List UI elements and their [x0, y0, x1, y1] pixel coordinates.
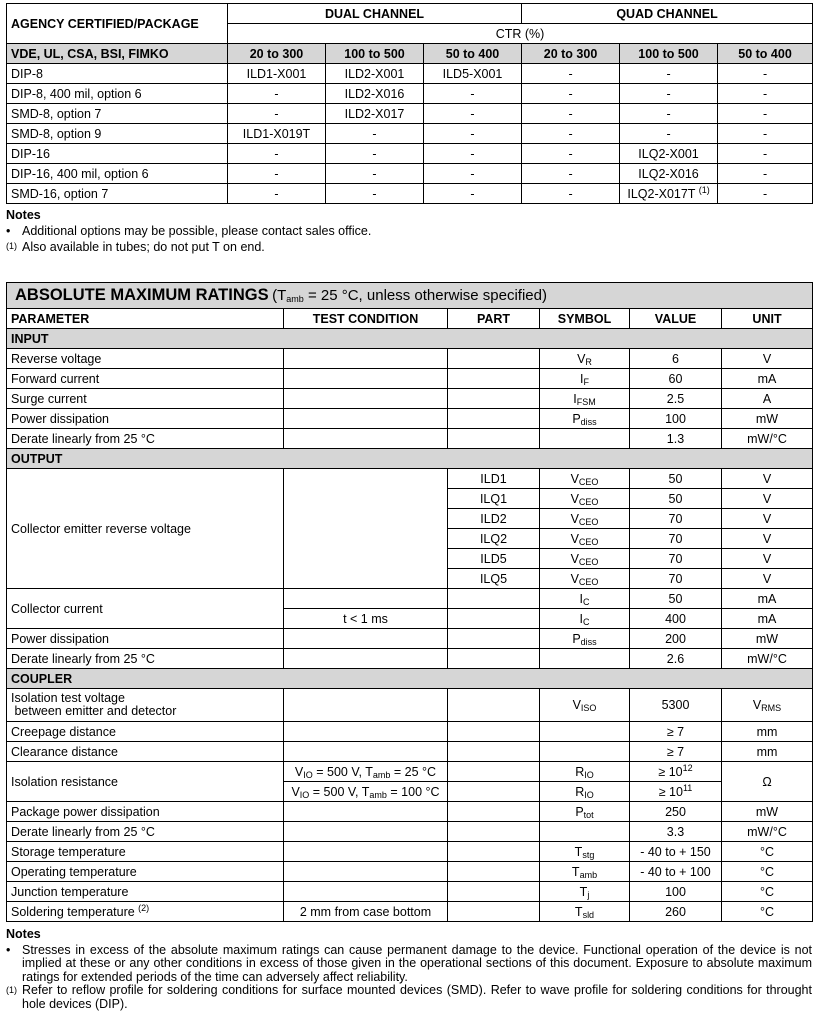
table-row — [7, 409, 813, 429]
notes-heading: Notes — [6, 208, 41, 222]
test-condition — [284, 722, 448, 742]
table-cell: - — [228, 144, 326, 164]
parameter: Derate linearly from 25 °C — [7, 429, 284, 449]
symbol: $P_{diss}$ — [540, 409, 630, 429]
table-row — [7, 722, 813, 742]
value: 400 — [630, 609, 722, 629]
parameter: Junction temperature — [7, 882, 284, 902]
table-cell: - — [718, 144, 813, 164]
value: 3.3 — [630, 822, 722, 842]
section-heading-output: OUTPUT — [7, 449, 813, 469]
column-header: UNIT — [722, 309, 813, 329]
part — [448, 882, 540, 902]
table-cell: ILD2-X017 — [326, 104, 424, 124]
symbol: $T_{stg}$ — [540, 842, 630, 862]
section-heading-input: INPUT — [7, 329, 813, 349]
test-condition — [284, 689, 448, 722]
value: 70 — [630, 569, 722, 589]
test-condition — [284, 802, 448, 822]
value: ≥ $10^{11}$ — [630, 782, 722, 802]
dual-channel-header: DUAL CHANNEL — [228, 4, 522, 24]
symbol: $T_{amb}$ — [540, 862, 630, 882]
part — [448, 822, 540, 842]
symbol: $R_{IO}$ — [540, 782, 630, 802]
test-condition: $V_{IO} = 500$ V, $T_{amb} = 25$ °C — [284, 762, 448, 782]
unit: V — [722, 549, 813, 569]
symbol — [540, 649, 630, 669]
unit: °C — [722, 902, 813, 922]
test-condition — [284, 409, 448, 429]
bullet: • — [6, 224, 11, 238]
table-row — [7, 802, 813, 822]
table-cell: - — [718, 184, 813, 204]
value: 50 — [630, 469, 722, 489]
part — [448, 722, 540, 742]
table-cell: - — [522, 84, 620, 104]
package-name: SMD-8, option 7 — [7, 104, 228, 124]
ratings-notes — [6, 928, 812, 1011]
symbol — [540, 742, 630, 762]
table-row — [7, 184, 813, 204]
part — [448, 802, 540, 822]
test-condition — [284, 842, 448, 862]
table-cell: ILD1-X001 — [228, 64, 326, 84]
parameter: Package power dissipation — [7, 802, 284, 822]
table-cell: - — [718, 64, 813, 84]
column-header: PART — [448, 309, 540, 329]
symbol: $V_{CEO}$ — [540, 549, 630, 569]
value: - 40 to + 100 — [630, 862, 722, 882]
table-row — [7, 164, 813, 184]
unit: A — [722, 389, 813, 409]
footnote-marker: (1) — [6, 985, 17, 995]
part — [448, 649, 540, 669]
table-cell: - — [522, 164, 620, 184]
note-item — [6, 223, 812, 239]
symbol: $I_F$ — [540, 369, 630, 389]
table-row — [7, 762, 813, 782]
unit: mA — [722, 589, 813, 609]
symbol: $V_R$ — [540, 349, 630, 369]
test-condition — [284, 389, 448, 409]
value: 2.5 — [630, 389, 722, 409]
note-text: Additional options may be possible, please contact sales office. — [22, 224, 372, 238]
footnote-marker: (1) — [698, 184, 710, 195]
test-condition — [284, 862, 448, 882]
ctr-range: 100 to 500 — [620, 44, 718, 64]
table-cell: - — [326, 184, 424, 204]
ctr-range: 50 to 400 — [718, 44, 813, 64]
standards-header: VDE, UL, CSA, BSI, FIMKO — [7, 44, 228, 64]
table-row — [7, 64, 813, 84]
quad-channel-header: QUAD CHANNEL — [522, 4, 813, 24]
note-item — [6, 944, 812, 985]
note-text: Refer to reflow profile for soldering conditions for surface mounted devices (SMD). Refer to wave profile for soldering conditions for throught hole devices (DIP). — [22, 983, 812, 1011]
part — [448, 842, 540, 862]
part: ILQ5 — [448, 569, 540, 589]
unit: mW/°C — [722, 649, 813, 669]
value: 250 — [630, 802, 722, 822]
unit: mW — [722, 409, 813, 429]
part — [448, 429, 540, 449]
unit: Ω — [722, 762, 813, 802]
table-cell: ILQ2-X001 — [620, 144, 718, 164]
table-row — [7, 689, 813, 722]
symbol: $I_C$ — [540, 609, 630, 629]
table-cell: ILD2-X001 — [326, 64, 424, 84]
table-cell: - — [522, 124, 620, 144]
symbol — [540, 822, 630, 842]
test-condition: t < 1 ms — [284, 609, 448, 629]
note-item — [6, 239, 812, 255]
table-cell: - — [424, 84, 522, 104]
symbol — [540, 722, 630, 742]
value: 50 — [630, 589, 722, 609]
parameter: Collector current — [7, 589, 284, 629]
section-title — [7, 283, 813, 309]
table-cell: - — [326, 124, 424, 144]
value: 70 — [630, 509, 722, 529]
title-condition: ($T_{amb} = 25$ °C, unless otherwise specified) — [272, 287, 547, 304]
part: ILQ1 — [448, 489, 540, 509]
bullet: • — [6, 942, 11, 957]
notes-heading: Notes — [6, 927, 41, 941]
table-row — [7, 104, 813, 124]
absolute-maximum-ratings-table — [6, 282, 813, 922]
symbol — [540, 429, 630, 449]
unit: °C — [722, 882, 813, 902]
value: 2.6 — [630, 649, 722, 669]
value: ≥ 7 — [630, 742, 722, 762]
test-condition — [284, 469, 448, 589]
part — [448, 689, 540, 722]
table-cell: - — [620, 104, 718, 124]
test-condition — [284, 429, 448, 449]
symbol: $V_{CEO}$ — [540, 569, 630, 589]
part-number: ILQ2-X017T — [627, 186, 696, 201]
table-row — [7, 629, 813, 649]
unit: V — [722, 569, 813, 589]
package-name: DIP-16 — [7, 144, 228, 164]
table-cell: ILD5-X001 — [424, 64, 522, 84]
table-row — [7, 589, 813, 609]
unit: V — [722, 489, 813, 509]
part — [448, 902, 540, 922]
ctr-range: 100 to 500 — [326, 44, 424, 64]
section-heading-coupler: COUPLER — [7, 669, 813, 689]
parameter: Clearance distance — [7, 742, 284, 762]
table-cell: - — [228, 84, 326, 104]
unit: mW — [722, 629, 813, 649]
ctr-range: 50 to 400 — [424, 44, 522, 64]
parameter: Isolation resistance — [7, 762, 284, 802]
table-cell: - — [718, 84, 813, 104]
part: ILD5 — [448, 549, 540, 569]
value: 70 — [630, 529, 722, 549]
part — [448, 629, 540, 649]
part — [448, 409, 540, 429]
table-row — [7, 882, 813, 902]
column-header: VALUE — [630, 309, 722, 329]
symbol: $V_{CEO}$ — [540, 529, 630, 549]
table-row — [7, 469, 813, 489]
value: 1.3 — [630, 429, 722, 449]
symbol: $V_{CEO}$ — [540, 489, 630, 509]
table-cell: - — [326, 164, 424, 184]
test-condition: 2 mm from case bottom — [284, 902, 448, 922]
unit: mm — [722, 742, 813, 762]
footnote-marker: (1) — [6, 241, 17, 251]
part: ILD2 — [448, 509, 540, 529]
part: ILD1 — [448, 469, 540, 489]
table-row — [7, 144, 813, 164]
unit: mW/°C — [722, 429, 813, 449]
value: ≥ 7 — [630, 722, 722, 742]
table-cell: - — [228, 164, 326, 184]
agency-header: AGENCY CERTIFIED/PACKAGE — [7, 4, 228, 44]
unit: V — [722, 349, 813, 369]
table-cell: - — [620, 84, 718, 104]
unit: mA — [722, 369, 813, 389]
table-cell: - — [620, 64, 718, 84]
unit: V — [722, 469, 813, 489]
symbol: $V_{ISO}$ — [540, 689, 630, 722]
table-cell: - — [620, 124, 718, 144]
parameter: Power dissipation — [7, 629, 284, 649]
table-cell: - — [228, 104, 326, 124]
parameter: Soldering temperature $^{(2)}$ — [7, 902, 284, 922]
note-text: Also available in tubes; do not put T on end. — [22, 240, 265, 254]
table-row — [7, 84, 813, 104]
symbol: $V_{CEO}$ — [540, 469, 630, 489]
table-cell: ILD2-X016 — [326, 84, 424, 104]
parameter: Derate linearly from 25 °C — [7, 822, 284, 842]
parameter: Isolation test voltage between emitter and detector — [7, 689, 284, 722]
value: 50 — [630, 489, 722, 509]
parameter: Storage temperature — [7, 842, 284, 862]
symbol: $P_{tot}$ — [540, 802, 630, 822]
table-cell: - — [718, 104, 813, 124]
table-cell: - — [424, 124, 522, 144]
unit: °C — [722, 842, 813, 862]
page-title: ABSOLUTE MAXIMUM RATINGS — [15, 286, 269, 304]
unit: $V_{RMS}$ — [722, 689, 813, 722]
unit: mW — [722, 802, 813, 822]
table-cell: - — [522, 104, 620, 124]
column-header: PARAMETER — [7, 309, 284, 329]
parameter: Surge current — [7, 389, 284, 409]
table-cell: - — [718, 124, 813, 144]
symbol: $I_C$ — [540, 589, 630, 609]
value: ≥ $10^{12}$ — [630, 762, 722, 782]
table-row — [7, 842, 813, 862]
test-condition — [284, 629, 448, 649]
parameter: Reverse voltage — [7, 349, 284, 369]
test-condition — [284, 589, 448, 609]
package-table — [6, 3, 813, 204]
table-cell: ILQ2-X016 — [620, 164, 718, 184]
symbol: $R_{IO}$ — [540, 762, 630, 782]
table-cell — [620, 184, 718, 204]
table-row — [7, 369, 813, 389]
package-name: DIP-8, 400 mil, option 6 — [7, 84, 228, 104]
footnote-marker: (2) — [138, 902, 150, 913]
part — [448, 609, 540, 629]
value: 260 — [630, 902, 722, 922]
table-row — [7, 349, 813, 369]
column-header: SYMBOL — [540, 309, 630, 329]
table-row — [7, 429, 813, 449]
table-row — [7, 902, 813, 922]
column-header: TEST CONDITION — [284, 309, 448, 329]
parameter: Derate linearly from 25 °C — [7, 649, 284, 669]
parameter: Power dissipation — [7, 409, 284, 429]
symbol: $P_{diss}$ — [540, 629, 630, 649]
table-cell: - — [718, 164, 813, 184]
table-cell: - — [326, 144, 424, 164]
table-cell: - — [522, 184, 620, 204]
package-name: SMD-16, option 7 — [7, 184, 228, 204]
part — [448, 862, 540, 882]
symbol: $V_{CEO}$ — [540, 509, 630, 529]
table-cell: - — [424, 164, 522, 184]
part — [448, 762, 540, 782]
test-condition — [284, 349, 448, 369]
unit: mA — [722, 609, 813, 629]
test-condition — [284, 822, 448, 842]
symbol: $T_{sld}$ — [540, 902, 630, 922]
part: ILQ2 — [448, 529, 540, 549]
table-cell: - — [424, 144, 522, 164]
unit: V — [722, 529, 813, 549]
value: 60 — [630, 369, 722, 389]
table-row — [7, 862, 813, 882]
parameter: Operating temperature — [7, 862, 284, 882]
value: 6 — [630, 349, 722, 369]
test-condition — [284, 369, 448, 389]
part — [448, 589, 540, 609]
ctr-range: 20 to 300 — [522, 44, 620, 64]
symbol: $I_{FSM}$ — [540, 389, 630, 409]
table-cell: ILD1-X019T — [228, 124, 326, 144]
parameter: Collector emitter reverse voltage — [7, 469, 284, 589]
ctr-range: 20 to 300 — [228, 44, 326, 64]
table-row — [7, 389, 813, 409]
unit: °C — [722, 862, 813, 882]
test-condition — [284, 649, 448, 669]
part — [448, 369, 540, 389]
package-name: DIP-16, 400 mil, option 6 — [7, 164, 228, 184]
note-text: Stresses in excess of the absolute maximum ratings can cause permanent damage to the device. Functional operation of the device is not implied at these or any other conditions in excess of those given in the operational sections of this document. Exposure to absolute maximum ratings for extended periods of the time can adversely affect reliability. — [22, 942, 812, 984]
value: 100 — [630, 882, 722, 902]
test-condition — [284, 742, 448, 762]
part — [448, 742, 540, 762]
package-name: SMD-8, option 9 — [7, 124, 228, 144]
unit: mW/°C — [722, 822, 813, 842]
parameter: Forward current — [7, 369, 284, 389]
part — [448, 782, 540, 802]
value: 200 — [630, 629, 722, 649]
table-row — [7, 742, 813, 762]
unit: mm — [722, 722, 813, 742]
table-cell: - — [522, 64, 620, 84]
value: 70 — [630, 549, 722, 569]
test-condition — [284, 882, 448, 902]
value: 5300 — [630, 689, 722, 722]
table-cell: - — [424, 104, 522, 124]
package-name: DIP-8 — [7, 64, 228, 84]
package-notes — [6, 207, 812, 255]
part — [448, 389, 540, 409]
table-row — [7, 649, 813, 669]
table-row — [7, 124, 813, 144]
test-condition: $V_{IO} = 500$ V, $T_{amb} = 100$ °C — [284, 782, 448, 802]
parameter: Creepage distance — [7, 722, 284, 742]
table-cell: - — [522, 144, 620, 164]
part — [448, 349, 540, 369]
table-cell: - — [228, 184, 326, 204]
note-item — [6, 984, 812, 1011]
table-row — [7, 822, 813, 842]
value: 100 — [630, 409, 722, 429]
ctr-header: CTR (%) — [228, 24, 813, 44]
table-cell: - — [424, 184, 522, 204]
value: - 40 to + 150 — [630, 842, 722, 862]
unit: V — [722, 509, 813, 529]
symbol: $T_j$ — [540, 882, 630, 902]
